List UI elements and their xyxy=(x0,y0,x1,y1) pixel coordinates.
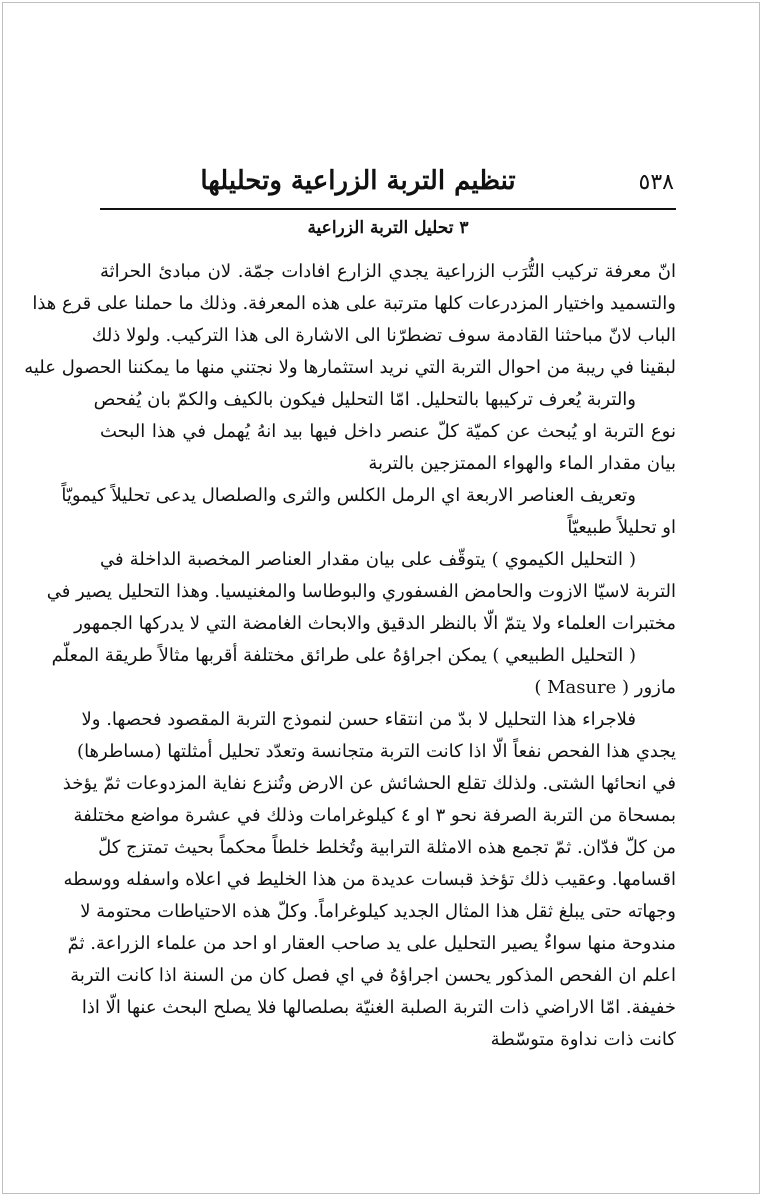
text-line: والتربة يُعرف تركيبها بالتحليل. امّا التحليل فيكون بالكيف والكمّ بان يُفحص xyxy=(93,389,636,410)
text-line: وجهاته حتى يبلغ ثقل هذا المثال الجديد كيلوغراماً. وكلّ هذه الاحتياطات محتومة لا xyxy=(80,901,676,922)
text-line: وتعريف العناصر الاربعة اي الرمل الكلس والثرى والصلصال يدعى تحليلاً كيمويّاً xyxy=(61,485,636,506)
text-line: ( التحليل الكيموي ) يتوقّف على بيان مقدار العناصر المخصبة الداخلة في xyxy=(100,549,636,570)
text-line: او تحليلاً طبيعيّاً xyxy=(567,517,676,538)
header-rule xyxy=(100,208,676,210)
page-header xyxy=(100,166,676,206)
running-title: تنظيم التربة الزراعية وتحليلها xyxy=(200,166,516,196)
text-line: مختبرات العلماء ولا يتمّ الّا بالنظر الدقيق والابحاث الغامضة التي لا يدركها الجمهور xyxy=(74,613,676,634)
text-line: مندوحة منها سواءٌ يصير التحليل على يد صاحب العقار او احد من علماء الزراعة. ثمّ xyxy=(67,933,676,954)
text-line: بيان مقدار الماء والهواء الممتزجين بالتربة xyxy=(368,453,676,474)
text-line: اعلم ان الفحص المذكور يحسن اجراؤهُ في اي فصل كان من السنة اذا كانت التربة xyxy=(70,965,676,986)
text-line: الباب لانّ مباحثنا القادمة سوف تضطرّنا الى الاشارة الى هذا التركيب. ولولا ذلك xyxy=(91,325,676,346)
text-line: التربة لاسيّا الازوت والحامض الفسفوري والبوطاسا والمغنيسيا. وهذا التحليل يصير في xyxy=(46,581,676,602)
text-line: يجدي هذا الفحص نفعاً الّا اذا كانت التربة متجانسة وتعدّد تحليل أمثلتها (مساطرها) xyxy=(77,741,676,762)
section-label: ٣ تحليل التربة الزراعية xyxy=(307,218,469,238)
text-line: اقسامها. وعقيب ذلك تؤخذ قبسات عديدة من هذا الخليط في اعلاه واسفله ووسطه xyxy=(63,869,676,890)
page-number: ٥٣٨ xyxy=(638,170,674,195)
text-line: ( التحليل الطبيعي ) يمكن اجراؤهُ على طرائق مختلفة أقربها مثالاً طريقة المعلّم xyxy=(51,645,636,666)
text-line: مازور ( Masure ) xyxy=(534,677,676,698)
text-line: والتسميد واختيار المزدرعات كلها مترتبة على هذه المعرفة. وذلك ما حملنا على قرع هذا xyxy=(32,293,676,314)
text-line: لبقينا في ريبة من احوال التربة التي نريد استثمارها ولا نجتني منها ما يمكننا الحصول عليه xyxy=(24,357,676,378)
text-line: في انحائها الشتى. ولذلك تقلع الحشائش عن الارض وتُنزع نفاية المزدوعات ثمّ يؤخذ xyxy=(62,773,676,794)
text-line: من كلّ فدّان. ثمّ تجمع هذه الامثلة الترابية وتُخلط خلطاً محكماً بحيث تمتزج كلّ xyxy=(98,837,676,858)
text-line: فلاجراء هذا التحليل لا بدّ من انتقاء حسن لنموذج التربة المقصود فحصها. ولا xyxy=(81,709,636,730)
text-line: نوع التربة او يُبحث عن كميّة كلّ عنصر داخل فيها بيد انهُ يُهمل في هذا البحث xyxy=(100,421,676,442)
text-line: بمسحاة من التربة الصرفة نحو ٣ او ٤ كيلوغرامات وذلك في عشرة مواضع مختلفة xyxy=(73,805,676,826)
text-line: انّ معرفة تركيب التُّرَب الزراعية يجدي الزارع افادات جمّة. لان مبادئ الحراثة xyxy=(100,261,676,282)
text-line: خفيفة. امّا الاراضي ذات التربة الصلبة الغنيّة بصلصالها فلا يصلح البحث عنها الّا اذا xyxy=(81,997,676,1018)
body-text xyxy=(24,256,676,1056)
text-line: كانت ذات نداوة متوسّطة xyxy=(490,1029,676,1050)
